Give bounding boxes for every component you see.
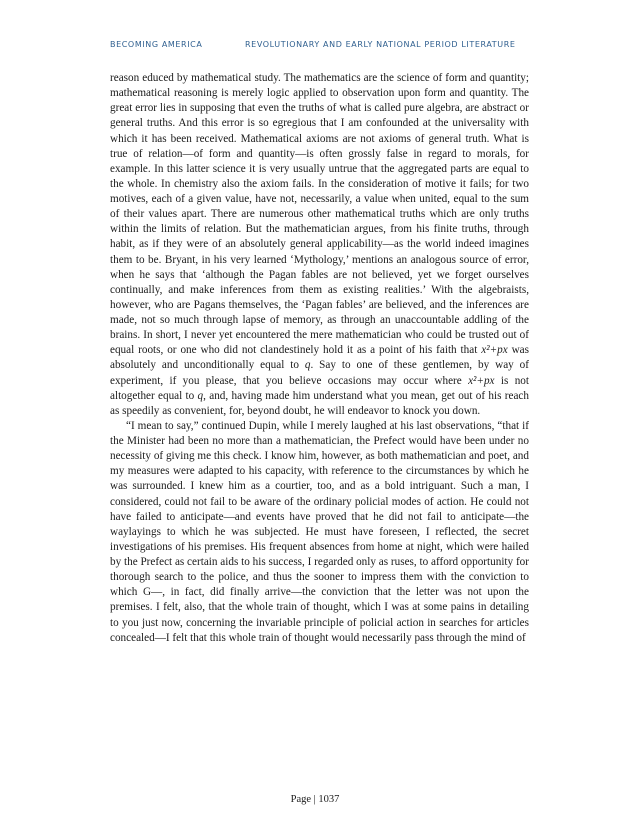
paragraph-1-text-b: was absolutely and unconditionally equal to bbox=[110, 344, 529, 372]
variable-q-1: q bbox=[304, 359, 311, 372]
paragraph-1 bbox=[110, 71, 529, 419]
paragraph-2: “I mean to say,” continued Dupin, while I merely laughed at his last observations, “that if the Minister had been no more than a mathematician, the Prefect would have been under no necessity of giving me this check. I know him, however, as both mathematician and poet, and my measures were adapted to his capacity, with reference to the circumstances by which he was surrounded. I knew him as a courtier, too, and as a bold intriguant. Such a man, I considered, could not fail to be aware of the ordinary policial modes of action. He could not have failed to anticipate—and events have proved that he did not fail to anticipate—the waylayings to which he was subjected. He must have foreseen, I reflected, the secret investigations of his premises. His frequent absences from home at night, which were hailed by the Prefect as certain aids to his success, I regarded only as ruses, to afford opportunity for thorough search to the police, and thus the sooner to impress them with the conviction to which G—, in fact, did finally arrive—the conviction that the letter was not upon the premises. I felt, also, that the whole train of thought, which I was at some pains in detailing to you just now, concerning the invariable principle of policial action in searches for articles concealed—I felt that this whole train of thought would necessarily pass through the mind of bbox=[110, 419, 529, 644]
variable-q-2: q bbox=[197, 389, 204, 402]
header-section-title: REVOLUTIONARY AND EARLY NATIONAL PERIOD LITERATURE bbox=[245, 40, 516, 49]
paragraph-1-text-d: is not altogether equal to bbox=[110, 374, 529, 402]
equation-2: x²+px bbox=[468, 374, 495, 387]
page-body bbox=[110, 71, 529, 646]
paragraph-1-text-e: , and, having made him understand what you mean, get out of his reach as speedily as convenient, for, beyond doubt, he will endeavor to knock you down. bbox=[110, 389, 529, 417]
header-book-title: BECOMING AMERICA bbox=[110, 40, 203, 49]
page-number: Page | 1037 bbox=[290, 794, 340, 805]
equation-1: x²+px bbox=[481, 344, 508, 357]
paragraph-1-text-a: reason educed by mathematical study. The mathematics are the science of form and quantity; mathematical reasoning is merely logic applied to observation upon form and quantity. The great error lies in supposing that even the truths of what is called pure algebra, are abstract or general truths. And this error is so egregious that I am confounded at the universality with which it has been received. Mathematical axioms are not axioms of general truth. What is true of relation—of form and quantity—is often grossly false in regard to morals, for example. In this latter science it is very usually untrue that the aggregated parts are equal to the whole. In chemistry also the axiom fails. In the consideration of motive it fails; for two motives, each of a given value, have not, necessarily, a value when united, equal to the sum of their values apart. There are numerous other mathematical truths which are only truths within the limits of relation. But the mathematician argues, from his finite truths, through habit, as if they were of an absolutely general applicability—as the world indeed imagines them to be. Bryant, in his very learned ‘Mythology,’ mentions an analogous source of error, when he says that ‘although the Pagan fables are not believed, yet we forget ourselves continually, and make inferences from them as existing realities.’ With the algebraists, however, who are Pagans themselves, the ‘Pagan fables’ are believed, and the inferences are made, not so much through lapse of memory, as through an unaccountable addling of the brains. In short, I never yet encountered the mere mathematician who could be trusted out of equal roots, or one who did not clandestinely hold it as a point of his faith that bbox=[110, 72, 529, 357]
paragraph-1-text-c: . Say to one of these gentlemen, by way of experiment, if you please, that you believe occasions may occur where bbox=[110, 359, 529, 387]
